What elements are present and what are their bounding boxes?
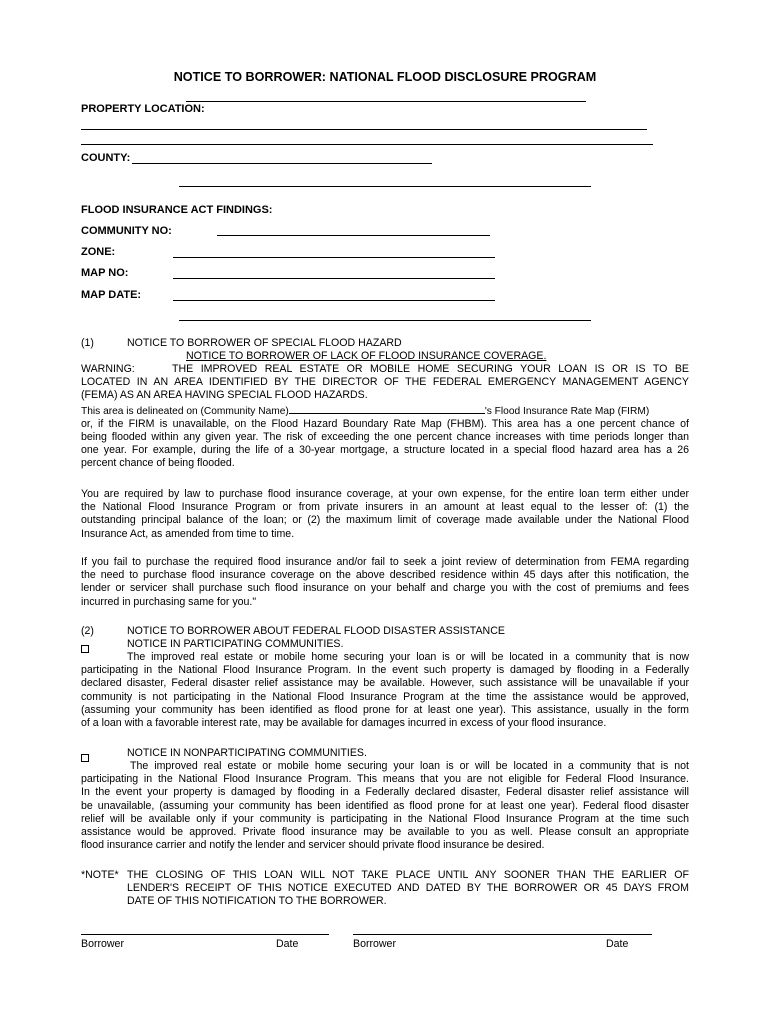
note-line-3: DATE OF THIS NOTIFICATION TO THE BORROWER. (127, 895, 387, 908)
para1-line-3: being flooded within any given year. The risk of exceeding the one percent chance increases with time periods longer than (81, 431, 689, 444)
date-1-label: Date (276, 938, 299, 950)
non-line-3: In the event your property is damaged by flooding in a Federally declared disaster, Federal disaster relief assistance will (81, 786, 689, 799)
warning-block (81, 363, 689, 471)
part-line-1: The improved real estate or mobile home securing your loan is or will be located in a community that is now (127, 651, 689, 663)
part-line-2: participating in the National Flood Insurance Program. In the event such property is damaged by flooding in a Federally (81, 664, 689, 677)
borrower-1-label: Borrower (81, 938, 124, 950)
para3-line-3: lender or servicer shall purchase such flood insurance on your behalf and charge you with the cost of premiums and fees (81, 582, 689, 595)
non-line-1: The improved real estate or mobile home securing your loan is or will be located in a community that is not (130, 760, 689, 772)
property-location-label: PROPERTY LOCATION: (81, 103, 205, 115)
borrower-2-label: Borrower (353, 938, 396, 950)
para1-line-4: one year. For example, during the life of a 30-year mortgage, a structure located in a special flood hazard area has a 26 (81, 444, 689, 457)
warning-line-1 (81, 363, 689, 376)
community-no-line[interactable] (217, 235, 490, 236)
nonparticipating-heading: NOTICE IN NONPARTICIPATING COMMUNITIES. (127, 747, 367, 759)
part-line-4: community is not participating in the National Flood Insurance Program at the time the assistance would be approved, (81, 690, 689, 703)
property-location-line-1[interactable] (81, 129, 647, 130)
findings-heading: FLOOD INSURANCE ACT FINDINGS: (81, 204, 273, 216)
separator-line-2 (179, 320, 591, 321)
signature-line-1[interactable] (81, 934, 329, 935)
note-text (127, 869, 689, 909)
section1-heading: NOTICE TO BORROWER OF SPECIAL FLOOD HAZARD (127, 337, 402, 349)
zone-label: ZONE: (81, 246, 116, 258)
map-no-line[interactable] (173, 278, 495, 279)
document-title: NOTICE TO BORROWER: NATIONAL FLOOD DISCLOSURE PROGRAM (173, 70, 597, 84)
section2-heading: NOTICE TO BORROWER ABOUT FEDERAL FLOOD DISASTER ASSISTANCE (127, 625, 505, 637)
note-line-2: LENDER'S RECEIPT OF THIS NOTICE EXECUTED AND DATED BY THE BORROWER OR 45 DAYS FROM (127, 882, 689, 895)
warning-label: WARNING: (81, 363, 135, 375)
non-line-2: participating in the National Flood Insurance Program. This means that you are not eligible for Federal Flood Insurance. (81, 773, 689, 786)
para1-line-2: or, if the FIRM is unavailable, on the Flood Hazard Boundary Rate Map (FHBM). This area has a one percent chance of (81, 417, 689, 430)
para2-line-1: You are required by law to purchase flood insurance coverage, at your own expense, for the entire loan term either under (81, 488, 689, 500)
part-line-6: of a loan with a favorable interest rate, may be available for damages incurred in excess of your flood insurance. (81, 717, 607, 730)
para3-line-1: If you fail to purchase the required flood insurance and/or fail to seek a joint review of determination from FEMA regarding (81, 556, 689, 568)
section1-number: (1) (81, 337, 94, 349)
para2-line-2: the National Flood Insurance Program or from private insurers in an amount at least equal to the lesser of: (1) the (81, 501, 689, 514)
participating-paragraph (81, 651, 689, 730)
title-underline (186, 101, 586, 102)
community-name-field[interactable] (289, 403, 485, 414)
para3-line-2: the need to purchase flood insurance coverage on the above described residence within 45 days after this notification, the (81, 569, 689, 582)
non-line-6: assistance would be approved. Private flood insurance may be available to you as well. Please consult an appropriate (81, 826, 689, 839)
para1-line-5: percent chance of being flooded. (81, 457, 235, 470)
zone-line[interactable] (173, 257, 495, 258)
community-no-label: COMMUNITY NO: (81, 225, 172, 237)
warning-line-2: LOCATED IN AN AREA IDENTIFIED BY THE DIRECTOR OF THE FEDERAL EMERGENCY MANAGEMENT AGENCY (81, 376, 689, 389)
non-line-5: relief will be available only if your community is participating in the National Flood Insurance Program at the time such (81, 812, 689, 825)
para2-line-3: outstanding principal balance of the loan; or (2) the maximum limit of coverage made available under the National Flood (81, 514, 689, 527)
signature-line-2[interactable] (353, 934, 652, 935)
map-date-label: MAP DATE: (81, 289, 142, 301)
note-line-1: THE CLOSING OF THIS LOAN WILL NOT TAKE PLACE UNTIL ANY SOONER THAN THE EARLIER OF (127, 869, 689, 881)
map-no-label: MAP NO: (81, 267, 129, 279)
warning-text-1: THE IMPROVED REAL ESTATE OR MOBILE HOME SECURING YOUR LOAN IS OR IS TO BE (172, 363, 689, 375)
map-date-line[interactable] (173, 300, 495, 301)
non-line-4: be unavailable, (assuming your community has been identified as flood prone for at least one year). Federal flood disaster (81, 799, 689, 812)
paragraph-required-insurance (81, 488, 689, 541)
para3-line-4: incurred in purchasing same for you." (81, 595, 257, 608)
date-2-label: Date (606, 938, 629, 950)
part-line-5: (assuming your community has been identified as flood prone for at least one year). This assistance, usually in the form (81, 703, 689, 716)
participating-heading: NOTICE IN PARTICIPATING COMMUNITIES. (127, 638, 344, 650)
delineated-prefix: This area is delineated on (Community Name) (81, 405, 289, 417)
nonparticipating-paragraph (81, 760, 689, 852)
section1-subheading: NOTICE TO BORROWER OF LACK OF FLOOD INSURANCE COVERAGE. (186, 350, 547, 362)
county-label: COUNTY: (81, 152, 131, 164)
para2-line-4: Insurance Act, as amended from time to time. (81, 527, 295, 540)
part-line-3: declared disaster, Federal disaster relief assistance may be available. However, such assistance will be unavailable if your (81, 677, 689, 690)
warning-line-3: (FEMA) AS AN AREA HAVING SPECIAL FLOOD HAZARDS. (81, 389, 368, 402)
property-location-line-2[interactable] (81, 144, 653, 145)
county-line[interactable] (132, 163, 432, 164)
section2-number: (2) (81, 625, 94, 637)
paragraph-failure-to-purchase (81, 556, 689, 609)
non-line-7: flood insurance carrier and notify the lender and servicer should private flood insurance be desired. (81, 839, 545, 852)
separator-line-1 (179, 186, 591, 187)
delineated-line (81, 403, 689, 418)
note-label: *NOTE* (81, 869, 119, 881)
delineated-suffix: 's Flood Insurance Rate Map (FIRM) (484, 405, 650, 417)
